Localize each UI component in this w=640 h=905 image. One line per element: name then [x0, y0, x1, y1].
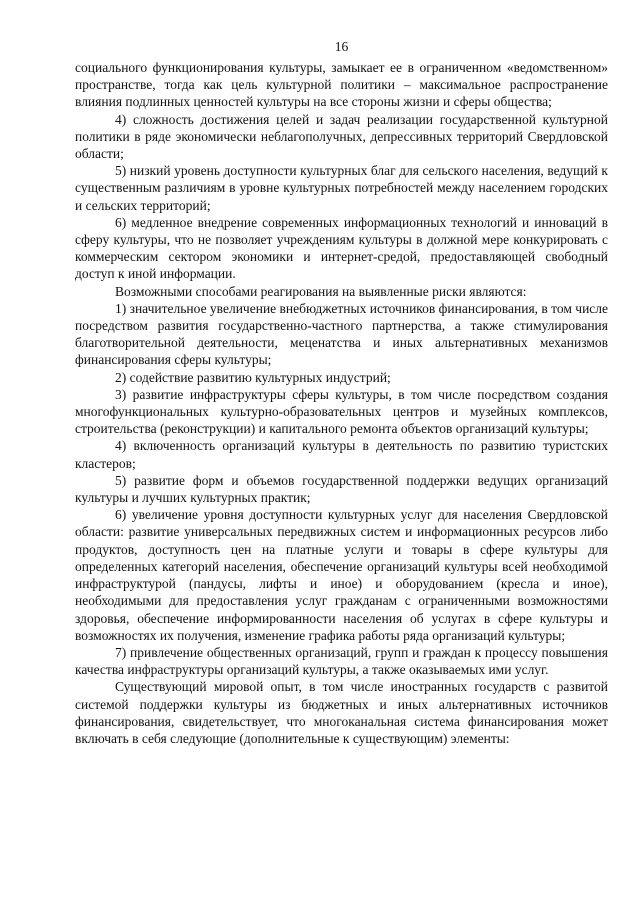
paragraph-response-3: 3) развитие инфраструктуры сферы культуры, в том числе посредством создания многофункциональных культурно-образовательных центров и музейных комплексов, строительства (реконструкции) и капитального ремонта объектов организаций культуры; — [75, 386, 608, 437]
paragraph-response-2: 2) содействие развитию культурных индустрий; — [115, 369, 391, 385]
paragraph-world-experience: Существующий мировой опыт, в том числе иностранных государств с развитой системой поддержки культуры из бюджетных и иных альтернативных источников финансирования, свидетельствует, что многоканальная система финансирования может включать в себя следующие (дополнительные к существующим) элементы: — [75, 679, 608, 746]
paragraph-response-6: 6) увеличение уровня доступности культурных услуг для населения Свердловской области: развитие универсальных передвижных систем и информационных ресурсов либо продуктов, доступность цен на платные услуги и товары в сфере культуры для определенных категорий населения, обеспечение организаций культуры всей необходимой инфраструктурой (пандусы, лифты и иное) и оборудованием (кресла и иное), необходимыми для предоставления услуг гражданам с ограниченными возможностями здоровья, обеспечение информированности населения об услугах в сфере культуры и возможностях их получения, изменение графика работы ряда организаций культуры; — [75, 507, 608, 643]
paragraph-response-7: 7) привлечение общественных организаций, групп и граждан к процессу повышения качества инфраструктуры организаций культуры, а также оказываемых ими услуг. — [75, 644, 608, 678]
page-number: 16 — [334, 39, 349, 54]
paragraph-response-1: 1) значительное увеличение внебюджетных источников финансирования, в том числе посредством развития государственно-частного партнерства, а также стимулирования благотворительной деятельности, меценатства и иных альтернативных механизмов финансирования сферы культуры; — [75, 300, 609, 368]
paragraph-response-5: 5) развитие форм и объемов государственной поддержки ведущих организаций культуры и лучших культурных практик; — [75, 472, 608, 506]
paragraph-list-item-4: 4) сложность достижения целей и задач реализации государственной культурной политики в ряде экономически неблагополучных, депрессивных территорий Свердловской области; — [75, 111, 608, 162]
paragraph-continuation: социального функционирования культуры, замыкает ее в ограниченном «ведомственном» пространстве, тогда как цель культурной политики – максимальное распространение влияния подлинных ценностей культуры на все стороны жизни и сферы общества; — [75, 60, 608, 110]
paragraph-responses-intro: Возможными способами реагирования на выявленные риски являются: — [115, 283, 527, 299]
paragraph-list-item-6: 6) медленное внедрение современных информационных технологий и инноваций в сферу культуры, что не позволяет учреждениям культуры в должной мере конкурировать с коммерческим сектором экономики и интернет-средой, предоставляющей свободный доступ к иной информации. — [75, 214, 608, 282]
paragraph-response-4: 4) включенность организаций культуры в деятельность по развитию туристских кластеров; — [75, 438, 608, 471]
paragraph-list-item-5: 5) низкий уровень доступности культурных благ для сельского населения, ведущий к существенным различиям в уровне культурных потребностей между населением городских и сельских территорий; — [75, 163, 608, 213]
